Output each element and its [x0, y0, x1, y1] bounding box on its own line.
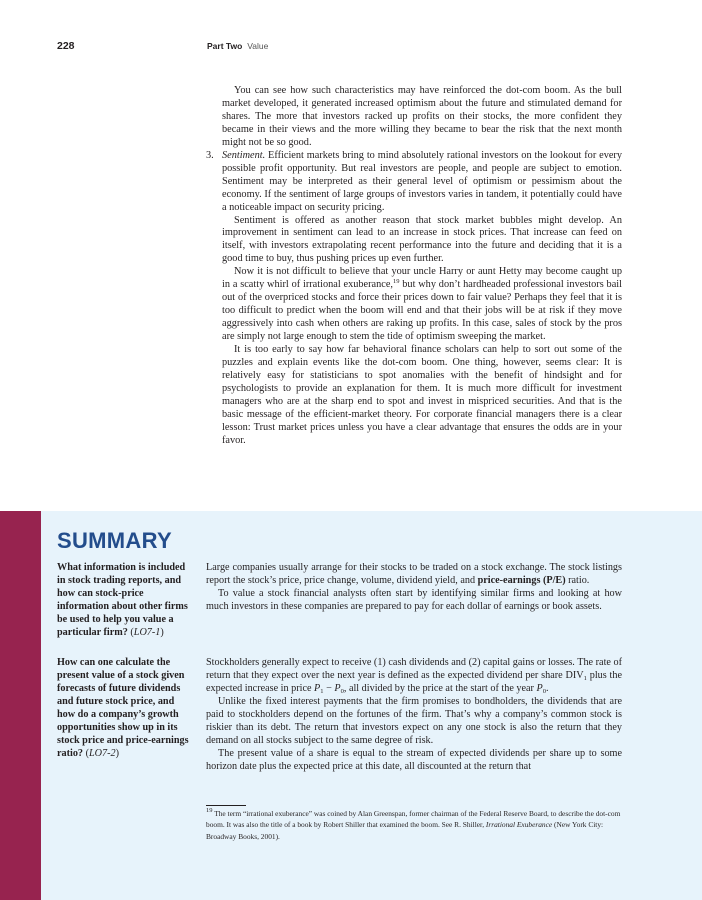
summary-question — [57, 657, 193, 761]
learning-objective: LO7-1 — [133, 626, 161, 638]
key-term: price-earnings (P/E) — [477, 574, 566, 586]
question-text: How can one calculate the present value of a stock given forecasts of future dividends and future stock price, and how do a company’s growth opportunities show up in its stock price and price-earnings ratio? — [57, 657, 189, 759]
answer-text: ratio. — [565, 574, 590, 586]
subscript: 0 — [542, 687, 546, 695]
paragraph-text: but why don’t hardheaded professional investors bail out of the overpriced stocks and force their prices down to fair value? Perhaps they feel that it is too difficult to predict when the boom will end and that their jobs will be at risk if they move aggressively into cash when others are raking up profits. In this case, sales of stock by the pros are simply not large enough to stem the tide of optimism sweeping the market. — [222, 279, 622, 343]
paragraph: Sentiment is offered as another reason that stock market bubbles might develop. An improvement in sentiment can lead to an increase in stock prices. That increase can feed on itself, with investors extrapolating recent performance into the future and deciding that it is a good time to buy, thus pushing prices up even further. — [222, 214, 622, 265]
question-text: What information is included in stock trading reports, and how can stock-price information about other firms be used to help you value a particular firm? — [57, 562, 188, 638]
footnote-text: The term “irrational exuberance” was coined by Alan Greenspan, former chairman of the Federal Reserve Board, to describe the dot-com boom. It was also the title of a book by Robert Shiller that examined the boom. See R. Shiller, — [206, 809, 621, 830]
summary-question — [57, 562, 193, 640]
summary-answer — [206, 657, 622, 774]
math-var: P — [314, 682, 321, 694]
subscript: 0 — [340, 687, 344, 695]
paragraph-text: Now it is not difficult to believe that your uncle Harry or aunt Hetty may become caught up in a scatty whirl of irrational exuberance, — [222, 266, 622, 291]
summary-answer — [206, 562, 622, 614]
part-title: Value — [247, 41, 269, 51]
footnote-rule — [206, 805, 246, 806]
math-op: − — [323, 682, 335, 694]
paragraph: The present value of a share is equal to the stream of expected dividends per share up to some horizon date plus the expected price at this date, all discounted at the return that — [206, 747, 622, 772]
list-term: Sentiment. — [222, 149, 266, 161]
paragraph — [206, 562, 622, 588]
answer-text: Stockholders generally expect to receive (1) cash dividends and (2) capital gains or losses. The rate of return that they expect over the next year is defined as the expected dividend per share DIV — [206, 657, 622, 681]
subscript: 1 — [320, 687, 324, 695]
lo-paren: ) — [160, 626, 164, 638]
footnote-number: 19 — [206, 807, 213, 814]
subscript: 1 — [583, 674, 587, 682]
book-title: Irrational Exuberance — [485, 820, 553, 830]
math-var: P — [334, 682, 341, 694]
list-item-sentiment — [206, 149, 622, 215]
answer-text: . — [546, 682, 549, 694]
answer-text: Large companies usually arrange for their stocks to be traded on a stock exchange. The stock listings report the stock’s price, price change, volume, dividend yield, and — [206, 562, 622, 586]
footnote — [206, 808, 622, 842]
answer-text: , all divided by the price at the start of the year — [343, 682, 537, 694]
body-text — [206, 85, 622, 448]
paragraph: To value a stock financial analysts often start by identifying similar firms and looking at how much investors in these companies are prepared to pay for each dollar of earnings or book assets. — [206, 587, 622, 612]
learning-objective: LO7-2 — [88, 747, 116, 759]
footnote-text: (New York City: Broadway Books, 2001). — [206, 820, 604, 841]
lo-paren: ( — [127, 626, 134, 638]
math-var: P — [536, 682, 543, 694]
paragraph: You can see how such characteristics may have reinforced the dot-com boom. As the bull market developed, it generated increased optimism about the future and stimulated demand for shares. The more that investors racked up profits on their stocks, the more confident they became in their views and the more willing they became to bear the risk that the next month might not be so good. — [222, 85, 622, 148]
paragraph — [222, 266, 622, 344]
answer-text: plus the expected increase in price — [206, 669, 622, 694]
list-number: 3. — [206, 149, 214, 161]
list-text: Efficient markets bring to mind absolutely rational investors on the lookout for every possible profit opportunity. But real investors are people, and people are subject to emotion. Sentiment may be interpreted as their general level of optimism or pessimism about the economy. If the sentiment of large groups of investors varies in tandem, it potentially could have a noticeable impact on security pricing. — [222, 149, 622, 213]
summary-title: SUMMARY — [57, 528, 172, 553]
lo-paren: ( — [83, 747, 89, 759]
page-number: 228 — [57, 40, 75, 52]
footnote-ref: 19 — [392, 278, 400, 286]
paragraph: Unlike the fixed interest payments that the firm promises to bondholders, the dividends that are paid to stockholders depend on the fortunes of the firm. That’s why a company’s common stock is riskier than its debt. The return that investors expect on any one stock is also the return that they demand on all stocks subject to the same degree of risk. — [206, 695, 622, 746]
lo-paren: ) — [115, 747, 119, 759]
running-header — [207, 41, 268, 51]
summary-sidebar — [0, 511, 41, 900]
paragraph: It is too early to say how far behavioral finance scholars can help to sort out some of the puzzles and explain events like the dot-com boom. One thing, however, seems clear: It is relatively easy for statisticians to spot anomalies with the benefit of hindsight and for psychologists to provide an explanation for them. It is much more difficult for investment managers who are at the sharp end to spot and invest in mispriced securities. And that is the basic message of the efficient-market theory. For corporate financial managers there is a clear lesson: Trust market prices unless you have a clear advantage that ensures the odds are in your favor. — [222, 344, 622, 446]
paragraph — [206, 657, 622, 696]
part-label: Part Two — [207, 41, 243, 51]
